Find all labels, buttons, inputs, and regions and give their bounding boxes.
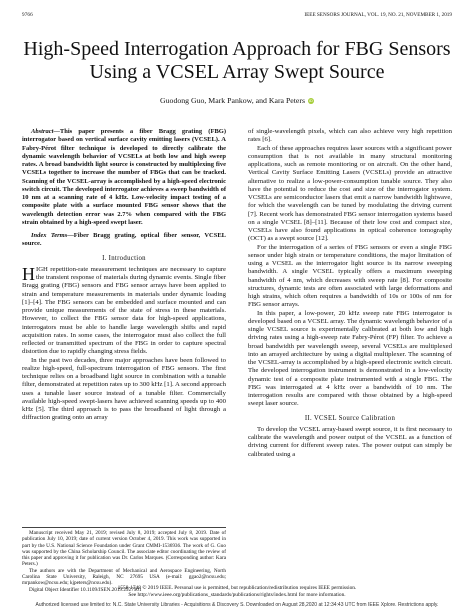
- abstract-lead: Abstract: [31, 128, 54, 135]
- authors-line: [22, 96, 452, 105]
- right-paragraph-4: To develop the VCSEL array-based swept source, it is first necessary to calibrate the wavelength and power output of the VCSEL as a function of driving current for different sweep rates. The power output can simply be calibrated using a: [248, 425, 452, 458]
- right-paragraph-0: of single-wavelength pixels, which can also achieve very high repetition rates [6].: [248, 128, 452, 144]
- index-terms: [22, 232, 226, 249]
- abstract: [22, 128, 226, 227]
- orcid-icon[interactable]: iD: [309, 98, 313, 103]
- abstract-text: —This paper presents a fiber Bragg grating (FBG) interrogator based on vertical surface cavity emitting lasers (VCSEL). A Fabry-Pérot filter technique is developed to directly calibrate the dynamic wavelength behavior of VCSELs at both low and high sweep rates. A broad bandwidth light source is constructed by multiplexing five VCSELs together to increase the number of FBGs that can be tracked. Scanning of the VCSEL-array is accomplished by a high-speed electronic switch circuit. The developed interrogator achieves a sweep bandwidth of 10 nm at a scanning rate of 4 kHz. Low-velocity impact testing of a composite plate with a surface mounted FBG sensor shows that the wavelength detection error was 2.7% when compared with the FBG strain obtained by a high-speed swept laser.: [22, 128, 226, 226]
- authors: Guodong Guo, Mark Pankow, and Kara Peters: [160, 96, 306, 105]
- right-column: [248, 128, 452, 459]
- footnote-doi: Digital Object Identifier 10.1109/JSEN.2019.2927901: [29, 586, 142, 593]
- right-paragraph-3: In this paper, a low-power, 20 kHz sweep rate FBG interrogator is developed based on a VCSEL array. The dynamic wavelength behavior of a single VCSEL source is experimentally calibrated at both low and high driving rates using a high-sweep rate Fabry-Pérot (FP) filter. To achieve a broad bandwidth per wavelength sweep, several VCSELs are multiplexed into an arrayed architecture by using a digital multiplexer. The scanning of the VCSEL-array is accomplished by a high-speed electronic switch circuit. The developed interrogation instrument is demonstrated in a low-velocity dynamic test of a composite plate instrumented with a single FBG. The FBG was interrogated at 4 kHz over a bandwidth of 10 nm. The interrogation results are compared with those obtained by a high-speed swept laser source.: [248, 309, 452, 408]
- footnote-affiliation: The authors are with the Department of Mechanical and Aerospace Engineering, North Carolina State University, Raleigh, NC 27695 USA (e-mail: ggao2@ncsu.edu; mrpankow@ncsu.edu; kjpeters@ncsu.edu).: [22, 567, 226, 587]
- intro-paragraph-2: In the past two decades, three major approaches have been followed to realize high-speed, full-spectrum interrogation of FBG sensors. The first technique relies on a broadband light source in combination with a tunable filter, demonstrated at repetition rates up to 300 kHz [1]. A second approach uses a tunable laser source instead of a tunable filter. Commercially available high-speed swept-lasers have achieved scanning speeds up to 400 kHz [5]. The third approach is to pass the broadband of light through a diffraction grating onto an array: [22, 356, 226, 422]
- copyright-notice: [22, 585, 452, 599]
- intro-paragraph-1-text: IGH repetition-rate measurement techniques are necessary to capture the transient response of materials during dynamic events. Single fiber Bragg grating (FBG) sensors and FBG sensor arrays have been applied to strain and temperature measurements in materials under dynamic loading [1]–[4]. The FBG sensors can be embedded and surface mounted and can provide unique measurements of the state of stress in these materials. However, to collect the FBG sensor data for high-speed applications, interrogators must be able to handle large wavelength shifts and rapid acquisition rates. In some cases, the interrogator must also collect the full reflected or transmitted spectrum of the FBG in order to capture spectral distortion due to rapidly changing stress fields.: [22, 265, 226, 356]
- footnote-manuscript: Manuscript received May 21, 2019; revised July 8, 2019; accepted July 8, 2019. Date of publication July 10, 2019; date of current version October 4, 2019. This work was supported in part by the U.S. National Science Foundation under Grant CMMI-1536936. The work of G. Guo was supported by the China Scholarship Council. The associate editor coordinating the review of this paper and approving it for publication was Dr. Carlos Marques. (Corresponding author: Kara Peters.): [22, 530, 226, 568]
- license-footer: Authorized licensed use limited to: N.C. State University Libraries - Acquisitions & Discovery S. Downloaded on August 28,2020 at 12:34:43 UTC from IEEE Xplore. Restrictions apply.: [35, 602, 439, 608]
- paper-title: High-Speed Interrogation Approach for FBG Sensors Using a VCSEL Array Swept Source: [23, 38, 451, 83]
- journal-header: IEEE SENSORS JOURNAL, VOL. 19, NO. 21, NOVEMBER 1, 2019: [304, 12, 452, 18]
- drop-cap: H: [22, 263, 35, 284]
- copyright-line-2[interactable]: See http://www.ieee.org/publications_standards/publications/rights/index.html for more information.: [128, 591, 346, 598]
- left-column: [22, 128, 226, 423]
- page-number: 9766: [22, 12, 33, 18]
- copyright-line-1: 1558-1748 © 2019 IEEE. Personal use is permitted, but republication/redistribution requires IEEE permission.: [117, 585, 357, 591]
- intro-paragraph-1: [22, 263, 226, 357]
- index-terms-lead: Index Terms: [31, 232, 68, 239]
- section-heading-calibration: II. VCSEL Source Calibration: [304, 414, 396, 422]
- index-terms-text: —Fiber Bragg grating, optical fiber sensor, VCSEL source.: [22, 232, 227, 248]
- footnote: [22, 527, 226, 593]
- right-paragraph-1: Each of these approaches requires laser sources with a significant power consumption that is not available in many structural monitoring applications, such as remote monitoring or on aircraft. On the other hand, Vertical Cavity Surface Emitting Lasers (VCSELs) provide an attractive alternative to realize a low-power-consumption tunable source. They also have the potential to reduce the cost and size of the interrogator system. VCSELs are semiconductor lasers that emit a narrow bandwidth lightwave, for which the wavelength can be tuned by modulating the driving current [7]. Recent work has demonstrated FBG sensor interrogation systems based on a single VCSEL [8]–[11]. Because of their low cost and compact size, VCSELs have also found applications in optical coherence tomography (OCT) as a swept source [12].: [248, 144, 452, 243]
- right-paragraph-2: For the interrogation of a series of FBG sensors or even a single FBG sensor under high strain or temperature conditions, the major limitation of using a VCSEL as the interrogator light source is its narrow sweeping bandwidth. A single VCSEL typically offers a maximum sweeping bandwidth of 4 nm, which decreases with sweep rate [8]. For composite structures, dynamic tests are often associated with large deformations and high strains, which often requires a bandwidth of 10s or 100s of nm for FBG sensor arrays.: [248, 243, 452, 309]
- section-heading-introduction: I. Introduction: [102, 254, 146, 262]
